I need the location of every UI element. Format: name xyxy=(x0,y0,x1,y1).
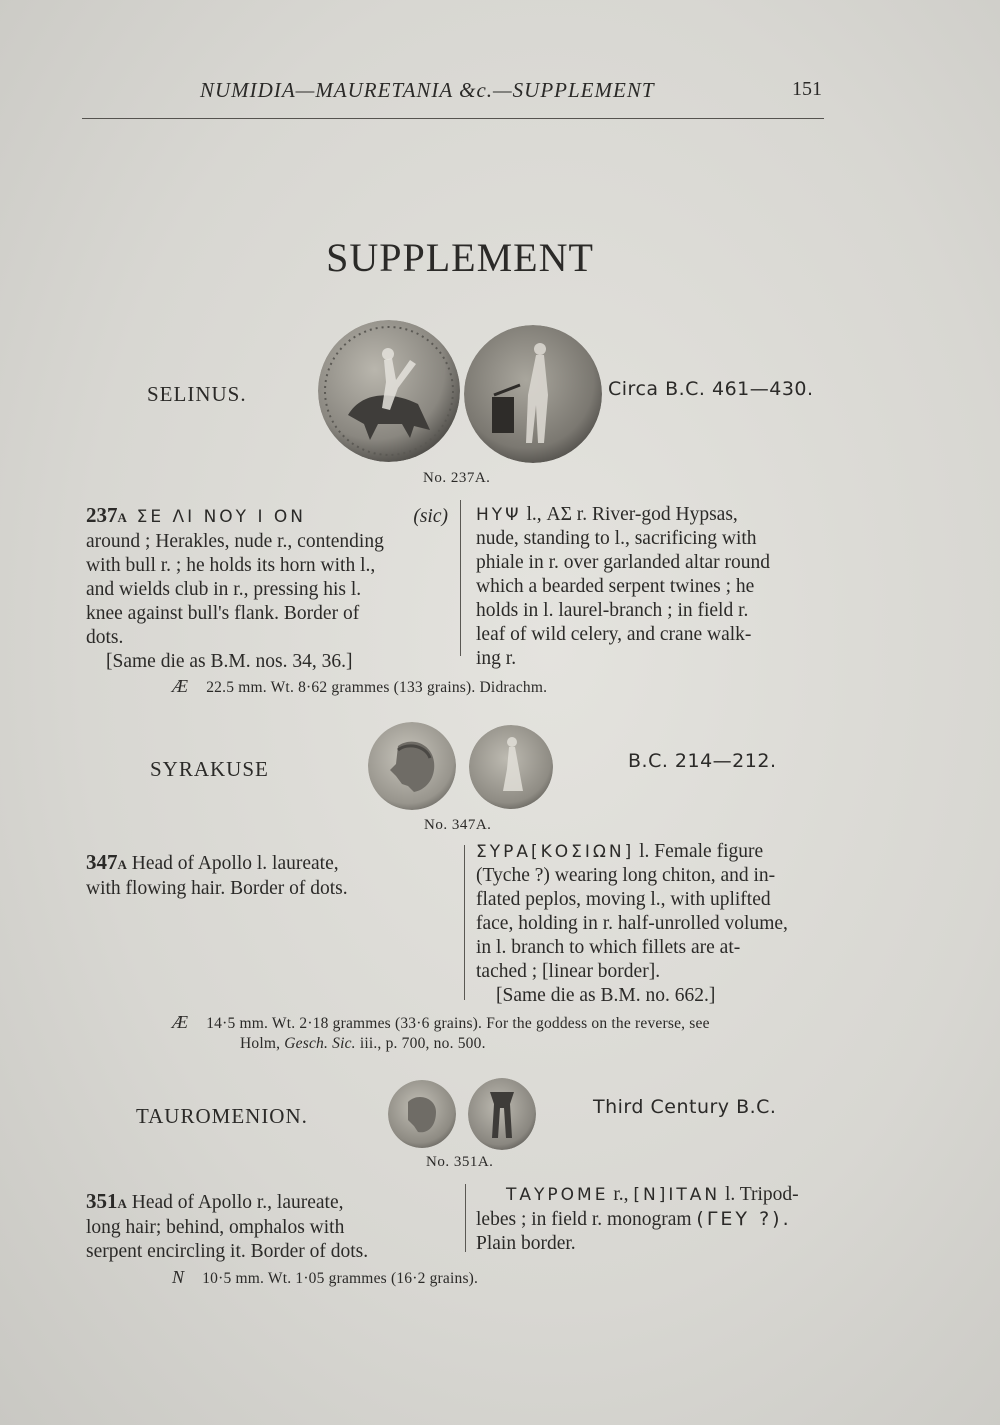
description-line: flated peplos, moving l., with uplifted xyxy=(476,889,771,910)
entry-351a-obverse: 351A Head of Apollo r., laureate, long hair; behind, omphalos with serpent encircling it. Border of dots. xyxy=(86,1189,450,1264)
description-line: with bull r. ; he holds its horn with l., xyxy=(86,555,376,576)
entry-351a-reverse: ΤΑΥΡΟΜΕ r., [Ν]ΙΤΑΝ l. Tripod- lebes ; in field r. monogram (ΓΕΥ ?). Plain border. xyxy=(476,1183,838,1256)
die-note: [Same die as B.M. no. 662.] xyxy=(496,985,716,1006)
description-line: ing r. xyxy=(476,648,517,669)
reverse-legend: ΣΥΡΑ[ΚΟΣΙΩΝ] xyxy=(476,842,635,862)
figure-caption-351a: No. 351A. xyxy=(426,1154,494,1170)
section-name-tauromenion: TAUROMENION. xyxy=(136,1104,308,1128)
description-line: leaf of wild celery, and crane walk- xyxy=(476,624,752,645)
metal-symbol: Æ xyxy=(172,1012,189,1032)
description-line: Plain border. xyxy=(476,1233,576,1254)
section-date-syrakuse: B.C. 214—212. xyxy=(628,750,777,772)
description-line: (Tyche ?) wearing long chiton, and in- xyxy=(476,865,776,886)
section-name-selinus: SELINUS. xyxy=(147,382,247,406)
header-rule xyxy=(82,118,824,119)
section-name-syrakuse: SYRAKUSE xyxy=(150,757,269,781)
description-line: knee against bull's flank. Border of xyxy=(86,603,360,624)
description-line: which a bearded serpent twines ; he xyxy=(476,576,755,597)
metrics-347a: Æ 14·5 mm. Wt. 2·18 grammes (33·6 grains). For the goddess on the reverse, see Holm, Gesch. Sic. iii., p. 700, no. 500. xyxy=(172,1012,710,1052)
description-line: holds in l. laurel-branch ; in field r. xyxy=(476,600,749,621)
description-line: and wields club in r., pressing his l. xyxy=(86,579,362,600)
coin-obverse-image xyxy=(318,320,460,462)
entry-237a-reverse: ΗΥΨ l., ΑΣ r. River-god Hypsas, nude, standing to l., sacrificing with phiale in r. over garlanded altar round which a bearded serpent twines ; he holds in l. laurel-branch ; in field r. leaf of wild celery, and crane walk- ing r. xyxy=(476,503,828,671)
coin-obverse-image xyxy=(388,1080,456,1148)
description-line: serpent encircling it. Border of dots. xyxy=(86,1241,369,1262)
entry-number: 237A xyxy=(86,503,127,527)
entry-number: 351A xyxy=(86,1189,127,1213)
figure-caption-347a: No. 347A. xyxy=(424,817,492,833)
section-date-selinus: Circa B.C. 461—430. xyxy=(608,378,814,400)
sic-note: (sic) xyxy=(413,506,448,527)
description-line: dots. xyxy=(86,627,124,648)
column-divider xyxy=(460,500,461,656)
page-heading: SUPPLEMENT xyxy=(326,235,594,280)
coin-reverse-image xyxy=(469,725,553,809)
obverse-legend: ΣΕ ΛΙ ΝΟΥ Ι ΟΝ xyxy=(136,507,306,527)
description-line: phiale in r. over garlanded altar round xyxy=(476,552,771,573)
coin-reverse-image xyxy=(468,1078,536,1150)
reverse-legend: ΤΑΥΡΟΜΕ xyxy=(506,1185,609,1205)
description-line: around ; Herakles, nude r., contending xyxy=(86,531,384,552)
figure-caption-237a: No. 237A. xyxy=(423,470,491,486)
metal-symbol: N xyxy=(172,1267,185,1287)
column-divider xyxy=(465,1184,466,1252)
coin-obverse-image xyxy=(368,722,456,810)
entry-347a-reverse: ΣΥΡΑ[ΚΟΣΙΩΝ] l. Female figure (Tyche ?) wearing long chiton, and in- flated peplos, moving l., with uplifted face, holding in r. half-unrolled volume, in l. branch to which fillets are at- tached ; [linear border]. [Same die as B.M. no. 662.] xyxy=(476,840,832,1008)
metrics-237a: Æ 22.5 mm. Wt. 8·62 grammes (133 grains). Didrachm. xyxy=(172,676,548,696)
column-divider xyxy=(464,845,465,1000)
section-date-tauromenion: Third Century B.C. xyxy=(593,1096,777,1118)
description-line: in l. branch to which fillets are at- xyxy=(476,937,741,958)
metal-symbol: Æ xyxy=(172,676,189,696)
description-line: with flowing hair. Border of dots. xyxy=(86,878,348,899)
description-line: tached ; [linear border]. xyxy=(476,961,661,982)
die-note: [Same die as B.M. nos. 34, 36.] xyxy=(106,651,353,672)
reverse-legend-2: [Ν]ΙΤΑΝ xyxy=(633,1185,721,1205)
entry-number: 347A xyxy=(86,850,127,874)
entry-237a-obverse xyxy=(86,503,448,674)
entry-347a-obverse: 347A Head of Apollo l. laureate, with flowing hair. Border of dots. xyxy=(86,850,450,901)
description-line: face, holding in r. half-unrolled volume, xyxy=(476,913,788,934)
page-number: 151 xyxy=(792,78,822,100)
reverse-legend: ΗΥΨ xyxy=(476,505,522,525)
monogram: (ΓΕΥ ?). xyxy=(696,1208,792,1230)
running-title: NUMIDIA—MAURETANIA &c.—SUPPLEMENT xyxy=(200,78,655,102)
description-line: nude, standing to l., sacrificing with xyxy=(476,528,757,549)
metrics-351a: N 10·5 mm. Wt. 1·05 grammes (16·2 grains). xyxy=(172,1267,479,1287)
coin-reverse-image xyxy=(464,325,602,463)
description-line: long hair; behind, omphalos with xyxy=(86,1217,345,1238)
